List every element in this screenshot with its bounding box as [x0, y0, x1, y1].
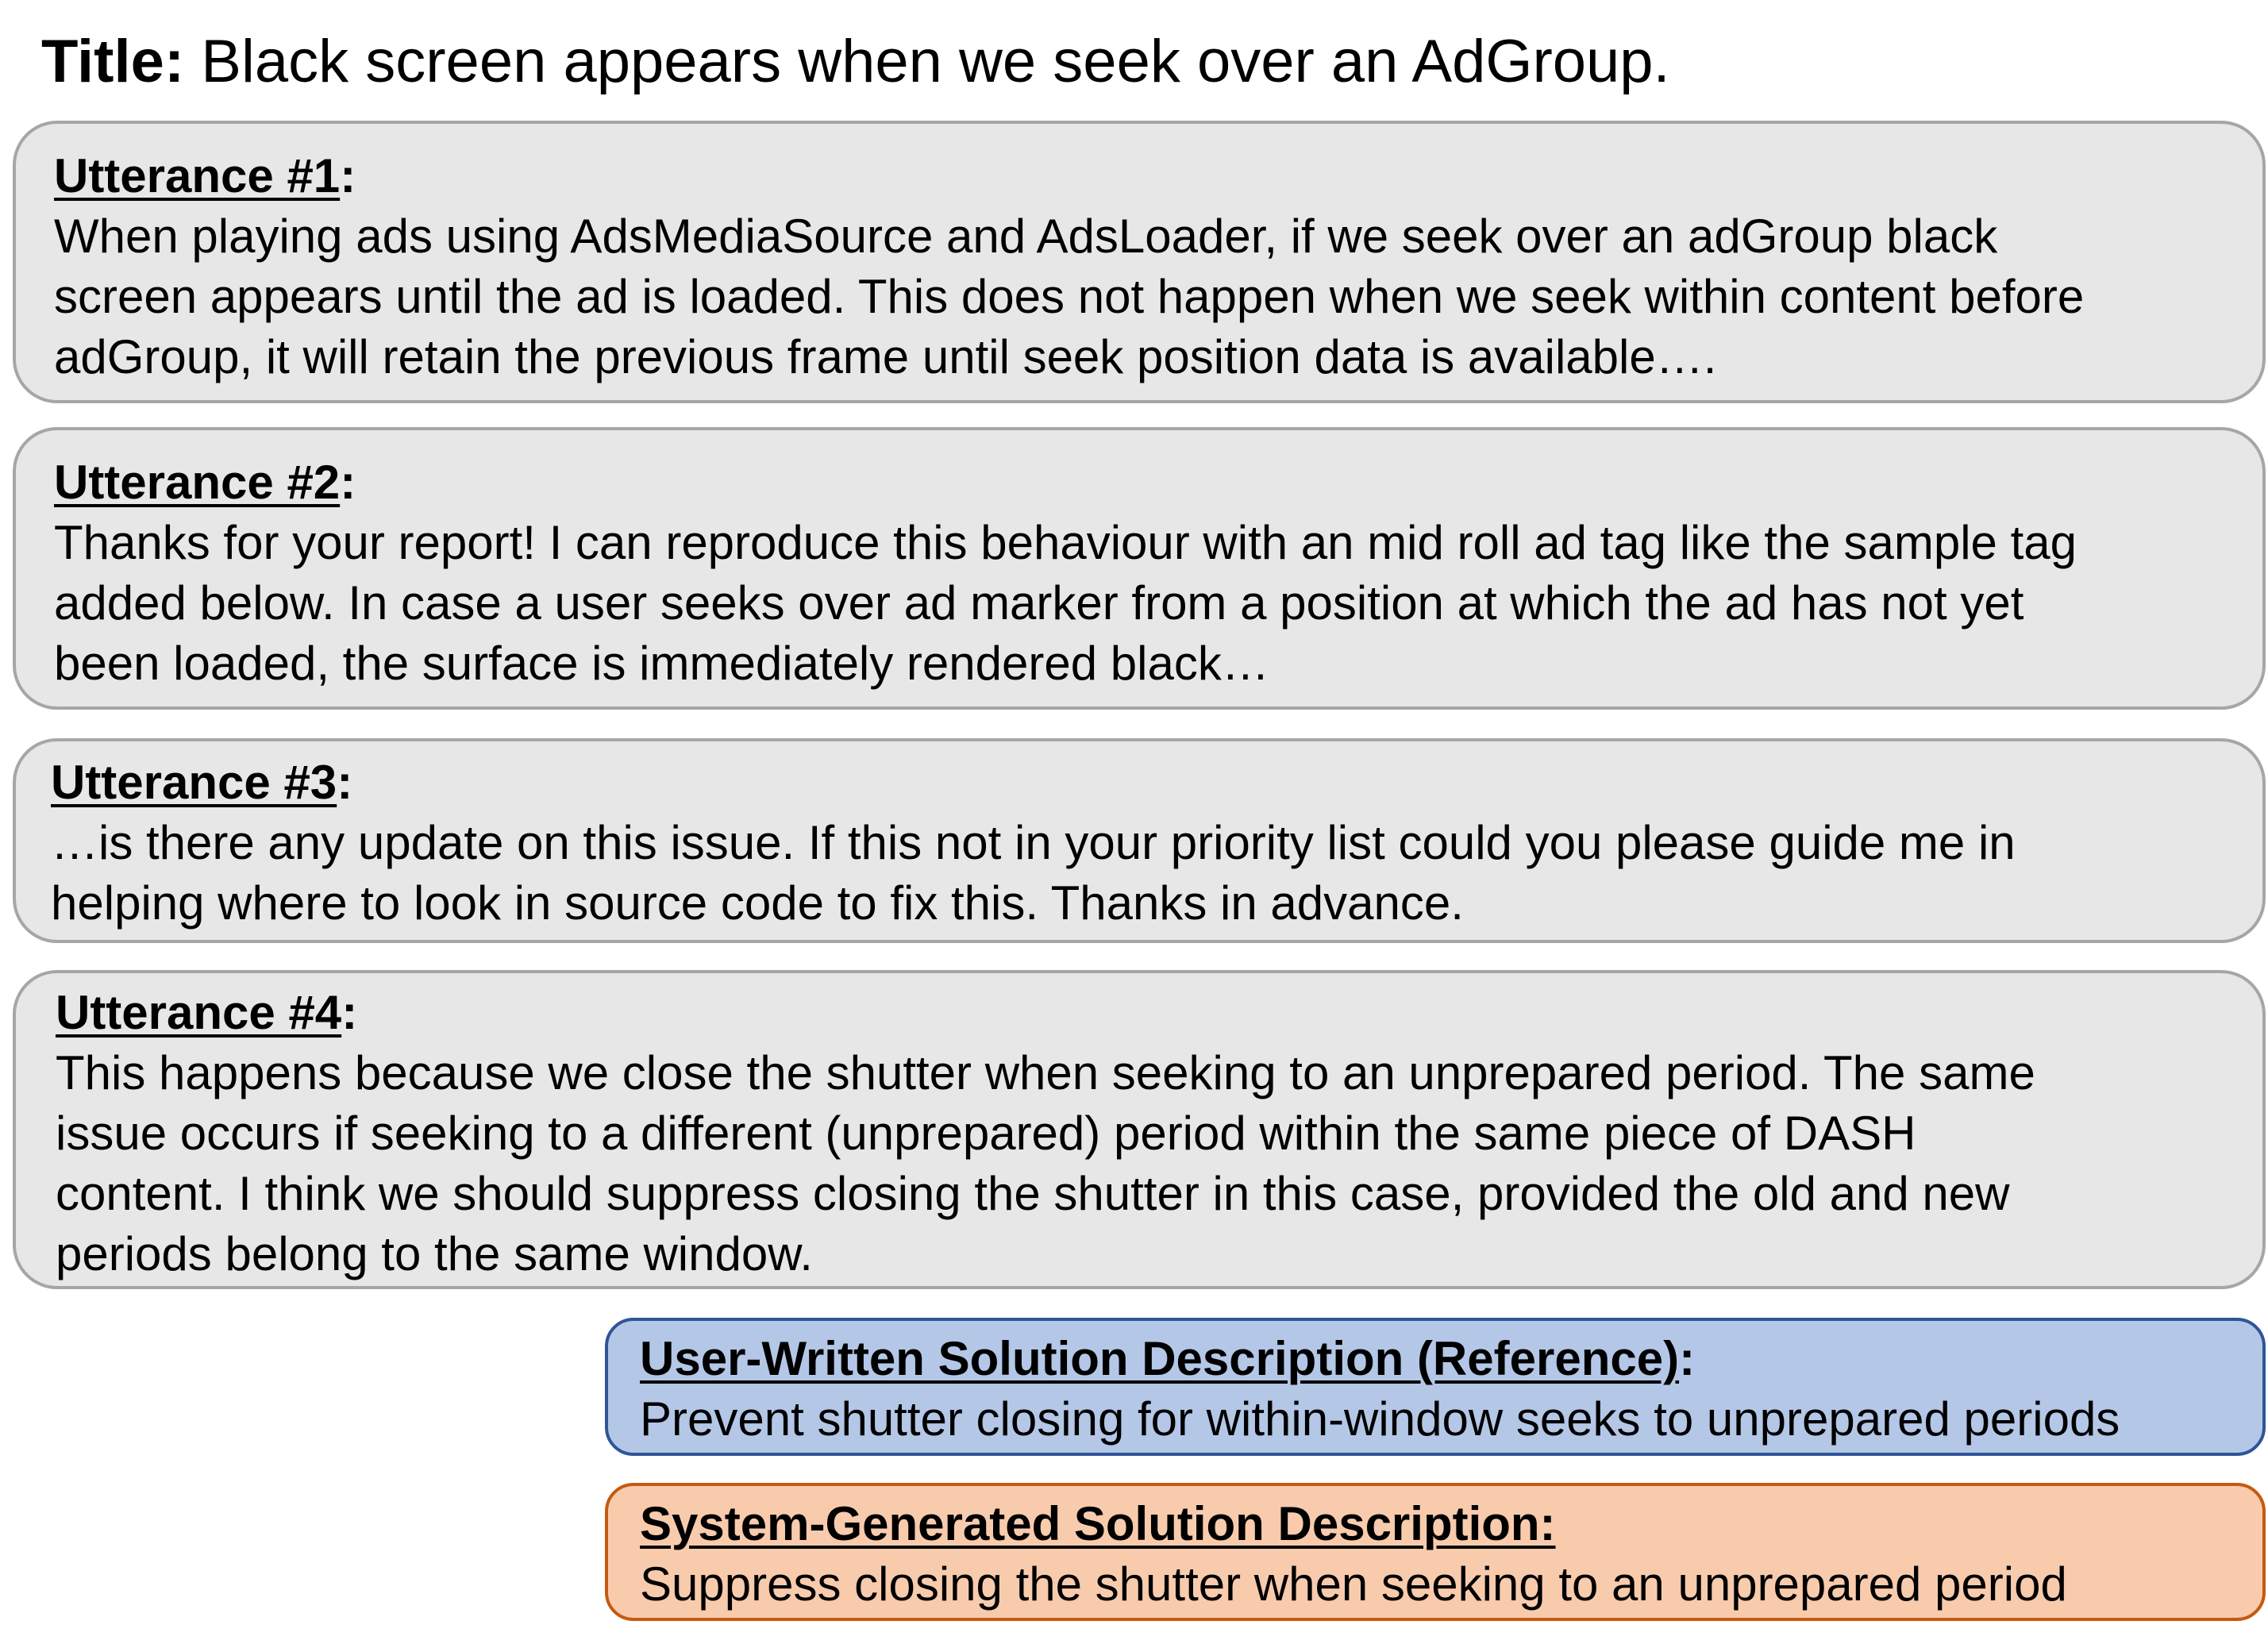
utterance-1-line-2: screen appears until the ad is loaded. This does not happen when we seek within content before: [54, 270, 2085, 323]
utterance-1-label: Utterance #1: [54, 149, 341, 202]
system-solution-label: System-Generated Solution Description:: [640, 1497, 1556, 1550]
page-title: [41, 22, 1670, 102]
utterance-2-line-1: Thanks for your report! I can reproduce this behaviour with an mid roll ad tag like the sample tag: [54, 516, 2077, 569]
user-solution-box: [605, 1318, 2266, 1456]
title-text: Black screen appears when we seek over an AdGroup.: [184, 28, 1670, 95]
utterance-4-header: Utterance #4:: [56, 986, 358, 1039]
utterance-3-box: [13, 738, 2266, 943]
utterance-3-label: Utterance #3: [51, 756, 337, 809]
utterance-1-box: [13, 121, 2266, 403]
user-solution-header: User-Written Solution Description (Reference):: [640, 1332, 1696, 1385]
utterance-4-line-1: This happens because we close the shutter when seeking to an unprepared period. The same: [56, 1046, 2035, 1099]
title-label: Title:: [41, 28, 185, 95]
utterance-4-box: [13, 970, 2266, 1289]
utterance-4-line-2: issue occurs if seeking to a different (unprepared) period within the same piece of DASH: [56, 1107, 1916, 1160]
utterance-2-line-2: added below. In case a user seeks over ad marker from a position at which the ad has not yet: [54, 576, 2024, 629]
utterance-4-line-4: periods belong to the same window.: [56, 1227, 813, 1280]
utterance-2-label: Utterance #2: [54, 456, 341, 509]
utterance-3-line-2: helping where to look in source code to fix this. Thanks in advance.: [51, 876, 1464, 930]
user-solution-label: User-Written Solution Description (Reference): [640, 1332, 1680, 1385]
system-solution-text: Suppress closing the shutter when seeking to an unprepared period: [640, 1557, 2067, 1611]
utterance-2-box: [13, 427, 2266, 710]
system-solution-header: [640, 1494, 2262, 1554]
utterance-1-header: Utterance #1:: [54, 149, 356, 202]
utterance-1-line-3: adGroup, it will retain the previous frame until seek position data is available….: [54, 330, 1717, 383]
user-solution-text: Prevent shutter closing for within-window seeks to unprepared periods: [640, 1392, 2120, 1446]
utterance-4-label: Utterance #4: [56, 986, 342, 1039]
utterance-1-line-1: When playing ads using AdsMediaSource and AdsLoader, if we seek over an adGroup black: [54, 210, 1998, 263]
utterance-4-line-3: content. I think we should suppress closing the shutter in this case, provided the old and new: [56, 1167, 2010, 1220]
system-solution-box: [605, 1483, 2266, 1621]
utterance-3-line-1: …is there any update on this issue. If this not in your priority list could you please guide me in: [51, 816, 2016, 869]
utterance-2-header: Utterance #2:: [54, 456, 356, 509]
utterance-3-header: Utterance #3:: [51, 756, 353, 809]
utterance-2-line-3: been loaded, the surface is immediately rendered black…: [54, 637, 1269, 690]
